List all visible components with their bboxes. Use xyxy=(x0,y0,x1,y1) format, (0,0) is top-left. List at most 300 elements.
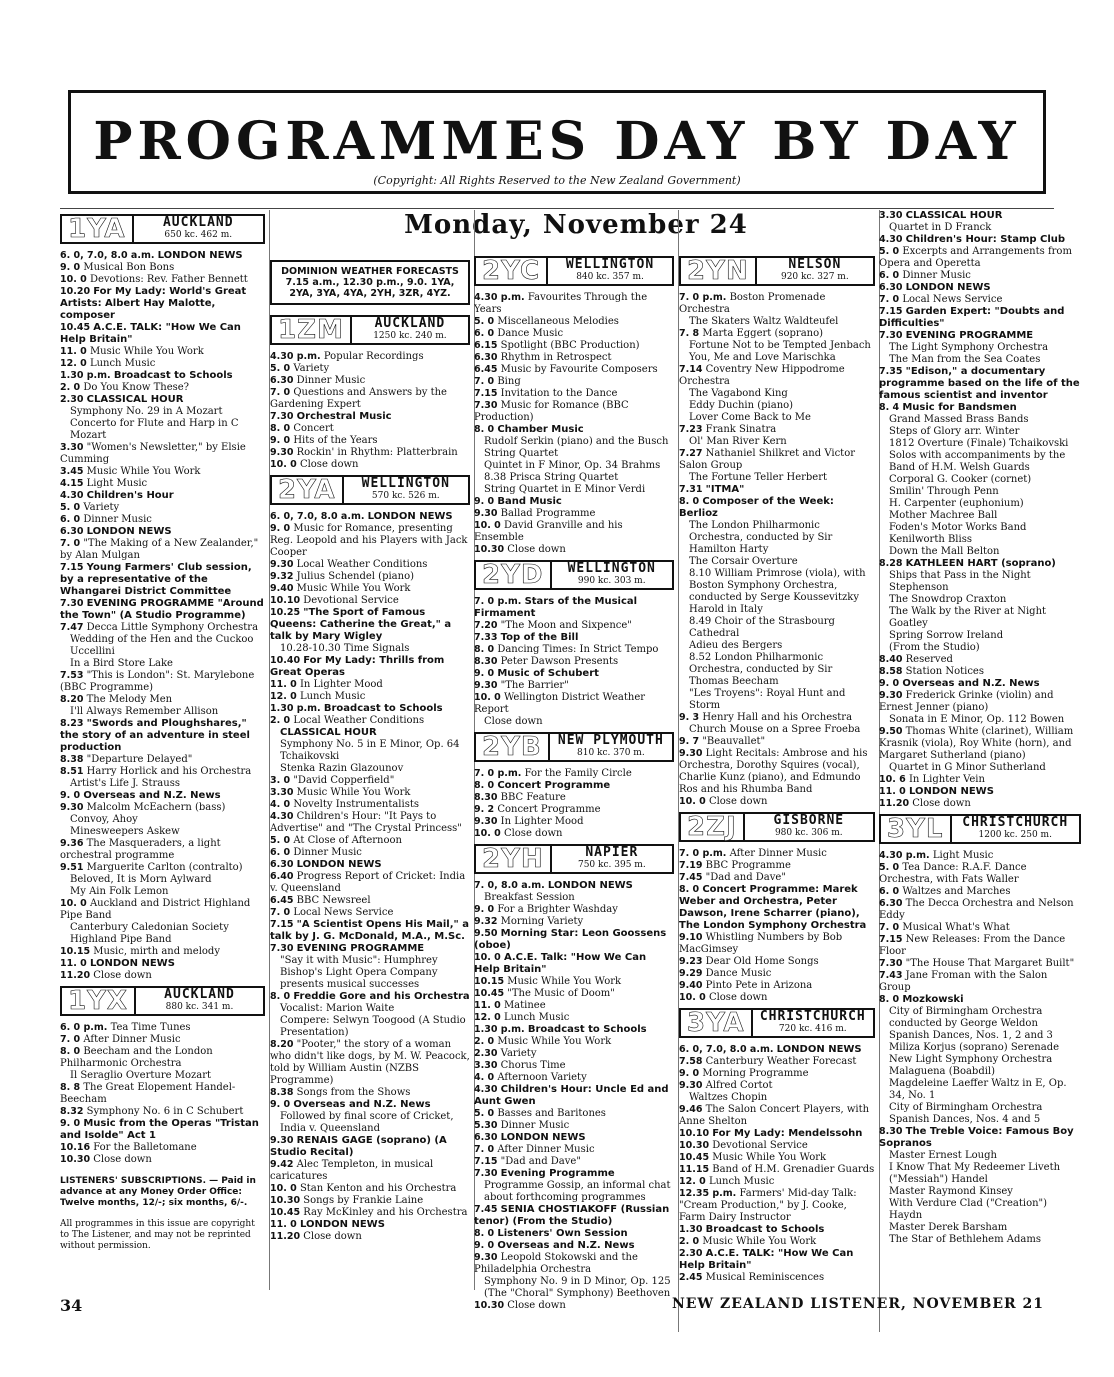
programme-entry xyxy=(270,787,470,799)
programme-time: 10.45 xyxy=(270,1207,301,1218)
programme-title: Devotional Service xyxy=(303,595,399,606)
station-call-sign: 2YA xyxy=(272,477,344,503)
programme-entry xyxy=(879,690,1081,714)
programme-entry xyxy=(679,1248,875,1272)
programme-title: Excerpts and Arrangements from Opera and Operetta xyxy=(879,246,1072,269)
programme-time: 7.45 xyxy=(474,1204,498,1215)
programme-title: "A Scientist Opens His Mail," a talk by J. G. McDonald, M.A., M.Sc. xyxy=(270,919,469,942)
programme-title: Lunch Music xyxy=(503,1012,570,1023)
programme-entry xyxy=(879,678,1081,690)
station-city: WELLINGTON xyxy=(567,561,656,576)
programme-title: Variety xyxy=(293,363,330,374)
programme-title: Ballad Programme xyxy=(500,508,596,519)
programme-entry xyxy=(60,670,265,694)
programme-time: 8. 0 xyxy=(270,991,291,1002)
programme-entry xyxy=(879,294,1081,306)
programme-entry xyxy=(879,666,1081,678)
programme-entry xyxy=(270,655,470,679)
programme-title: Music While You Work xyxy=(89,346,204,357)
station-call-sign: 1YA xyxy=(62,216,134,242)
station-frequency: 980 kc. 306 m. xyxy=(774,828,843,838)
programme-time: 2. 0 xyxy=(474,1036,495,1047)
programme-title: Sonata in E Minor, Op. 112 Bowen xyxy=(889,714,1065,725)
programme-entry xyxy=(879,786,1081,798)
programme-title: Composer of the Week: Berlioz xyxy=(679,496,834,519)
programme-entry xyxy=(270,1039,470,1087)
programme-time: 7. 0 xyxy=(879,922,900,933)
programme-time: 7.30 xyxy=(879,330,903,341)
programme-time: 8. 0 xyxy=(679,496,700,507)
programme-entry xyxy=(474,816,674,828)
programme-entry xyxy=(679,568,875,604)
programme-time: 5. 0 xyxy=(474,1108,495,1119)
programme-entry xyxy=(270,727,470,739)
programme-entry xyxy=(879,934,1081,958)
programme-time: 9. 0 xyxy=(879,678,900,689)
programme-title: The Masqueraders, a light orchestral programme xyxy=(60,838,221,861)
programme-title: Alfred Cortot xyxy=(705,1080,773,1091)
programme-title: City of Birmingham Orchestra conducted by George Weldon xyxy=(889,1006,1043,1029)
programme-time: 2.30 xyxy=(474,1048,498,1059)
programme-entry xyxy=(60,598,265,622)
programme-entry xyxy=(879,366,1081,402)
programme-title: In Lighter Mood xyxy=(299,679,383,690)
programme-title: Wedding of the Hen and the Cuckoo Uccellini xyxy=(70,634,254,657)
programme-entry xyxy=(879,270,1081,282)
programme-time: 7. 0 p.m. xyxy=(474,768,522,779)
programme-title: Songs by Frankie Laine xyxy=(303,1195,424,1206)
programme-time: 6.30 xyxy=(474,1132,498,1143)
programme-entry xyxy=(60,970,265,982)
programme-entry xyxy=(270,775,470,787)
programme-time: 9.36 xyxy=(60,838,84,849)
station-city: WELLINGTON xyxy=(565,257,655,272)
programme-entry xyxy=(270,1219,470,1231)
programme-title: "Beauvallet" xyxy=(702,736,766,747)
programme-title: Morning Variety xyxy=(500,916,584,927)
programme-entry xyxy=(474,340,674,352)
programme-time: 8.32 xyxy=(60,1106,84,1117)
programme-entry xyxy=(879,282,1081,294)
programme-entry xyxy=(270,643,470,655)
programme-title: Dinner Music xyxy=(293,847,362,858)
programme-title: BBC Programme xyxy=(705,860,791,871)
programme-title: Light Music xyxy=(86,478,148,489)
programme-entry xyxy=(474,1180,674,1204)
programme-title: Chamber Music xyxy=(497,424,584,435)
programme-entry xyxy=(270,1231,470,1243)
programme-time: 5.30 xyxy=(474,1120,498,1131)
column-3 xyxy=(474,210,679,1332)
programme-entry xyxy=(270,1159,470,1183)
programme-title: The London Philharmonic Orchestra, conducted by Sir Hamilton Harty xyxy=(689,520,833,555)
programme-entry xyxy=(679,872,875,884)
programme-time: 9.30 xyxy=(679,748,703,759)
programme-entry xyxy=(679,860,875,872)
programme-entry xyxy=(474,496,674,508)
programme-time: 4.30 xyxy=(879,234,903,245)
programme-title: Convoy, Ahoy xyxy=(70,814,138,825)
programme-title: Master Ernest Lough xyxy=(889,1150,997,1161)
programme-title: Vocalist: Marion Waite xyxy=(280,1003,395,1014)
station-info xyxy=(757,259,873,283)
programme-entry xyxy=(270,1135,470,1159)
programme-time: 8. 0 xyxy=(474,644,495,655)
programme-title: New Releases: From the Dance Floor xyxy=(879,934,1066,957)
programme-entry xyxy=(60,526,265,538)
programme-title: Dinner Music xyxy=(500,1120,570,1131)
programme-title: Followed by final score of Cricket, India v. Queensland xyxy=(280,1111,454,1134)
programme-title: Close down xyxy=(299,459,359,470)
programme-title: The Vagabond King xyxy=(689,388,788,399)
programme-entry xyxy=(679,1164,875,1176)
programme-title: The Treble Voice: Famous Boy Sopranos xyxy=(879,1126,1074,1149)
programme-entry xyxy=(679,968,875,980)
programme-entry xyxy=(474,768,674,780)
programme-title: I Know That My Redeemer Liveth ("Messiah") Handel xyxy=(889,1162,1061,1185)
programme-title: RENAIS GAGE (soprano) (A Studio Recital) xyxy=(270,1135,447,1158)
programme-time: 9. 2 xyxy=(474,804,495,815)
programme-title: Stan Kenton and his Orchestra xyxy=(299,1183,457,1194)
programme-entry xyxy=(474,1240,674,1252)
programme-entry xyxy=(270,523,470,559)
programme-time: 5. 0 xyxy=(270,363,291,374)
programme-title: Rudolf Serkin (piano) and the Busch String Quartet xyxy=(484,436,669,459)
programme-time: 8. 8 xyxy=(60,1082,81,1093)
programme-title: Evening Programme xyxy=(500,1168,615,1179)
programme-time: 7.15 xyxy=(879,934,903,945)
programme-entry xyxy=(474,484,674,496)
programme-entry xyxy=(679,640,875,652)
programme-entry xyxy=(474,520,674,544)
programme-time: 4. 0 xyxy=(270,799,291,810)
programme-title: EVENING PROGRAMME xyxy=(296,943,425,954)
programme-title: String Quartet in E Minor Verdi xyxy=(484,484,646,495)
programme-time: 9.30 xyxy=(270,447,294,458)
programme-title: "Swords and Ploughshares," the story of an adventure in steel production xyxy=(60,718,250,753)
station-block xyxy=(60,214,265,982)
station-frequency: 720 kc. 416 m. xyxy=(778,1024,847,1034)
page-footer xyxy=(60,1296,1054,1320)
programme-time: 9.30 xyxy=(60,802,84,813)
programme-entry xyxy=(879,654,1081,666)
subscription-notice xyxy=(60,1176,265,1209)
programme-entry xyxy=(879,994,1081,1006)
programme-entry xyxy=(679,604,875,616)
station-city: NAPIER xyxy=(585,845,639,860)
programme-entry xyxy=(679,1080,875,1092)
programme-time: 9.40 xyxy=(679,980,703,991)
programme-time: 4.30 p.m. xyxy=(474,292,525,303)
programme-entry xyxy=(474,508,674,520)
station-block xyxy=(679,812,875,1004)
programme-time: 3.30 xyxy=(474,1060,498,1071)
programme-title: New Light Symphony Orchestra Malaguena (Boabdil) xyxy=(889,1054,1053,1077)
programme-time: 7.30 xyxy=(270,411,294,422)
programme-time: 7.15 xyxy=(879,306,903,317)
programme-title: Thomas White (clarinet), William Krasnik (viola), Roy White (horn), and Margaret Sutherland (piano) xyxy=(879,726,1074,761)
programme-time: 3.30 xyxy=(60,442,84,453)
programme-title: LONDON NEWS xyxy=(908,786,994,797)
programme-time: 8.51 xyxy=(60,766,84,777)
programme-time: 5. 0 xyxy=(474,316,495,327)
station-header xyxy=(474,844,674,874)
programme-time: 9.30 xyxy=(474,1252,498,1263)
programme-entry xyxy=(270,583,470,595)
programme-title: Minesweepers Askew xyxy=(70,826,180,837)
programme-time: 11.20 xyxy=(879,798,910,809)
station-block xyxy=(879,814,1081,1246)
programme-time: 10.25 xyxy=(270,607,301,618)
programme-time: 10.45 xyxy=(60,322,91,333)
station-call-sign: 3YA xyxy=(681,1010,753,1036)
programme-title: Ray McKinley and his Orchestra xyxy=(303,1207,468,1218)
programme-title: Symphony No. 9 in D Minor, Op. 125 (The "Choral" Symphony) Beethoven xyxy=(484,1276,671,1299)
programme-title: Church Mouse on a Spree Froeba xyxy=(689,724,861,735)
programme-entry xyxy=(60,694,265,706)
programme-entry xyxy=(879,774,1081,786)
programme-title: Compere: Selwyn Toogood (A Studio Presentation) xyxy=(280,1015,466,1038)
programme-title: Tea Time Tunes xyxy=(110,1022,191,1033)
programme-entry xyxy=(679,340,875,352)
programme-entry xyxy=(60,718,265,754)
programme-title: Whistling Numbers by Bob MacGimsey xyxy=(679,932,843,955)
programme-entry xyxy=(679,1068,875,1080)
programme-time: 7.27 xyxy=(679,448,703,459)
programme-time: 7.43 xyxy=(879,970,903,981)
programme-title: In a Bird Store Lake xyxy=(70,658,173,669)
programme-entry xyxy=(60,490,265,502)
programme-time: 6. 0 xyxy=(879,270,900,281)
programme-entry xyxy=(474,916,674,928)
programme-entry xyxy=(679,724,875,736)
programme-title: Quartet in D Franck xyxy=(889,222,992,233)
programme-entry xyxy=(60,922,265,946)
programme-entry xyxy=(60,634,265,658)
programme-time: 5. 0 xyxy=(879,246,900,257)
programme-time: 7.47 xyxy=(60,622,84,633)
programme-title: You, Me and Love Marischka xyxy=(689,352,836,363)
programme-time: 8.30 xyxy=(474,656,498,667)
programme-title: Musical Reminiscences xyxy=(705,1272,825,1283)
programme-entry xyxy=(474,928,674,952)
programme-title: Concerto for Flute and Harp in C Mozart xyxy=(70,418,239,441)
programme-time: 10.30 xyxy=(60,1154,91,1165)
programme-time: 7.30 xyxy=(270,943,294,954)
programme-title: Marta Eggert (soprano) xyxy=(702,328,824,339)
programme-title: Concert Programme: Marek Weber and Orchestra, Peter Dawson, Irene Scharrer (piano), The London Symphony Orchestra xyxy=(679,884,867,931)
programme-entry xyxy=(60,1070,265,1082)
programme-entry xyxy=(474,316,674,328)
programme-title: Station Notices xyxy=(905,666,984,677)
programme-time: 9. 0 xyxy=(60,262,81,273)
programme-entry xyxy=(474,892,674,904)
programme-title: Quintet in F Minor, Op. 34 Brahms xyxy=(484,460,661,471)
programme-entry xyxy=(60,1034,265,1046)
programme-time: 7. 0 p.m. xyxy=(474,596,522,607)
programme-title: 8.49 Choir of the Strasbourg Cathedral xyxy=(689,616,835,639)
programme-title: LONDON NEWS xyxy=(86,526,172,537)
programme-time: 1.30 p.m. xyxy=(474,1024,525,1035)
programme-title: Music from the Operas "Tristan and Isolde" Act 1 xyxy=(60,1118,259,1141)
programme-time: 10. 0 xyxy=(679,992,706,1003)
programme-title: Rhythm in Retrospect xyxy=(500,352,612,363)
programme-time: 2. 0 xyxy=(679,1236,700,1247)
programme-time: 7. 0, 8.0 a.m. xyxy=(474,880,545,891)
programme-title: Corporal G. Cooker (cornet) xyxy=(889,474,1032,485)
weather-text: 7.15 a.m., 12.30 p.m., 9.0. 1YA, 2YA, 3YA, 4YA, 2YH, 3ZR, 4YZ. xyxy=(285,277,455,299)
programme-entry xyxy=(474,1108,674,1120)
programme-time: 6.30 xyxy=(270,375,294,386)
programme-title: Decca Little Symphony Orchestra xyxy=(86,622,259,633)
programme-entry xyxy=(60,1082,265,1106)
programme-entry xyxy=(474,1000,674,1012)
programme-entry xyxy=(474,792,674,804)
station-block xyxy=(270,475,470,1243)
programme-title: Basses and Baritones xyxy=(497,1108,606,1119)
programme-time: 6. 0, 7.0, 8.0 a.m. xyxy=(679,1044,774,1055)
programme-title: Lunch Music xyxy=(89,358,156,369)
programme-entry xyxy=(60,778,265,790)
programme-entry xyxy=(679,1224,875,1236)
programme-title: Close down xyxy=(708,796,768,807)
programme-title: Novelty Instrumentalists xyxy=(293,799,419,810)
column-5 xyxy=(879,210,1081,1290)
column-2 xyxy=(270,210,475,1290)
programme-title: Local News Service xyxy=(902,294,1003,305)
programme-time: 10.20 xyxy=(60,286,91,297)
programme-time: 7.23 xyxy=(679,424,703,435)
programme-time: 11. 0 xyxy=(270,1219,297,1230)
programme-title: Variety xyxy=(83,502,120,513)
programme-title: Bing xyxy=(497,376,521,387)
programme-time: 7.30 xyxy=(474,400,498,411)
programme-entry xyxy=(60,358,265,370)
programme-title: Questions and Answers by the Gardening Expert xyxy=(270,387,447,410)
programme-title: Young Farmers' Club session, by a representative of the Whangarei District Committee xyxy=(60,562,252,597)
programme-entry xyxy=(679,352,875,364)
programme-entry xyxy=(679,496,875,520)
programme-entry xyxy=(879,762,1081,774)
programme-entry xyxy=(679,328,875,340)
programme-entry xyxy=(60,382,265,394)
station-header xyxy=(60,986,265,1016)
programme-time: 4.30 xyxy=(60,490,84,501)
station-call-sign: 3YL xyxy=(881,816,952,842)
programme-title: Music While You Work xyxy=(296,787,411,798)
programme-time: 10. 0 xyxy=(679,796,706,807)
programme-title: A.C.E. Talk: "How We Can Help Britain" xyxy=(474,952,647,975)
programme-entry xyxy=(879,714,1081,726)
programme-entry xyxy=(60,250,265,262)
programme-title: Music for Romance, presenting Reg. Leopold and his Players with Jack Cooper xyxy=(270,523,468,558)
programme-time: 10.30 xyxy=(270,1195,301,1206)
programme-title: 8.52 London Philharmonic Orchestra, conducted by Sir Thomas Beecham xyxy=(689,652,833,687)
programme-entry xyxy=(879,330,1081,342)
programme-title: Music While You Work xyxy=(86,466,201,477)
programme-entry xyxy=(679,748,875,796)
station-city: AUCKLAND xyxy=(374,316,446,331)
programme-time: 6.30 xyxy=(879,282,903,293)
programme-entry xyxy=(60,502,265,514)
programme-title: Concert xyxy=(293,423,334,434)
programme-title: Broadcast to Schools xyxy=(113,370,233,381)
programme-entry xyxy=(270,1207,470,1219)
programme-title: Smilin' Through Penn xyxy=(889,486,999,497)
station-call-sign: 2YH xyxy=(476,846,552,872)
programme-time: 5. 0 xyxy=(270,835,291,846)
programme-entry xyxy=(60,322,265,346)
magazine-title: NEW ZEALAND LISTENER, NOVEMBER 21 xyxy=(671,1296,1044,1312)
programme-entry xyxy=(270,835,470,847)
programme-time: 1.30 xyxy=(679,1224,703,1235)
programme-entry xyxy=(879,234,1081,246)
subscription-text: LISTENERS' SUBSCRIPTIONS. — Paid in advance at any Money Order Office: Twelve months, 12/-; six months, 6/-. xyxy=(60,1176,256,1208)
programme-time: 11. 0 xyxy=(60,958,87,969)
programme-entry xyxy=(474,692,674,716)
station-header xyxy=(270,475,470,505)
programme-time: 7.31 xyxy=(679,484,703,495)
station-city: NEW PLYMOUTH xyxy=(557,733,664,748)
programme-title: Canterbury Weather Forecast xyxy=(705,1056,857,1067)
programme-time: 9.32 xyxy=(270,571,294,582)
programme-time: 10. 0 xyxy=(60,898,87,909)
programme-entry xyxy=(270,351,470,363)
programme-time: 7. 0 xyxy=(60,538,81,549)
programme-title: The Salon Concert Players, with Anne Shelton xyxy=(679,1104,870,1127)
station-info xyxy=(548,259,672,283)
programme-title: City of Birmingham Orchestra Spanish Dances, Nos. 4 and 5 xyxy=(889,1102,1043,1125)
programme-entry xyxy=(879,1054,1081,1078)
programme-title: "The House That Margaret Built" xyxy=(905,958,1075,969)
programme-entry xyxy=(474,1036,674,1048)
programme-title: Freddie Gore and his Orchestra xyxy=(293,991,470,1002)
programme-title: Mother Machree Ball xyxy=(889,510,998,521)
programme-title: Spring Sorrow Ireland xyxy=(889,630,1004,641)
programme-entry xyxy=(879,1186,1081,1198)
programme-time: 7.19 xyxy=(679,860,703,871)
programme-entry xyxy=(474,292,674,316)
programme-title: Dance Music xyxy=(705,968,772,979)
programme-title: "David Copperfield" xyxy=(293,775,395,786)
programme-time: 8. 0 xyxy=(474,780,495,791)
programme-title: Auckland and District Highland Pipe Band xyxy=(60,898,251,921)
programme-title: Magdeleine Laeffer Waltz in E, Op. 34, No. 1 xyxy=(889,1078,1067,1101)
station-city: CHRISTCHURCH xyxy=(759,1009,866,1024)
programme-entry xyxy=(879,1078,1081,1102)
programme-entry xyxy=(270,1111,470,1135)
programme-entry xyxy=(474,952,674,976)
station-frequency: 840 kc. 357 m. xyxy=(576,272,644,282)
programme-title: Close down xyxy=(93,1154,152,1165)
programme-title: Do You Know These? xyxy=(83,382,190,393)
programme-title: Dinner Music xyxy=(83,514,152,525)
programme-entry xyxy=(474,880,674,892)
programme-entry xyxy=(474,780,674,792)
column-1 xyxy=(60,210,270,1290)
programme-entry xyxy=(879,210,1081,222)
programme-entry xyxy=(679,992,875,1004)
programme-time: 9. 0 xyxy=(270,523,291,534)
programme-time: 11.15 xyxy=(679,1164,710,1175)
programme-entry xyxy=(270,991,470,1003)
programme-entry xyxy=(60,1154,265,1166)
station-call-sign: 2YC xyxy=(476,258,548,284)
programme-title: Il Seraglio Overture Mozart xyxy=(70,1070,212,1081)
programme-title: "The Moon and Sixpence" xyxy=(500,620,632,631)
programme-time: 12. 0 xyxy=(474,1012,501,1023)
programme-entry xyxy=(270,387,470,411)
